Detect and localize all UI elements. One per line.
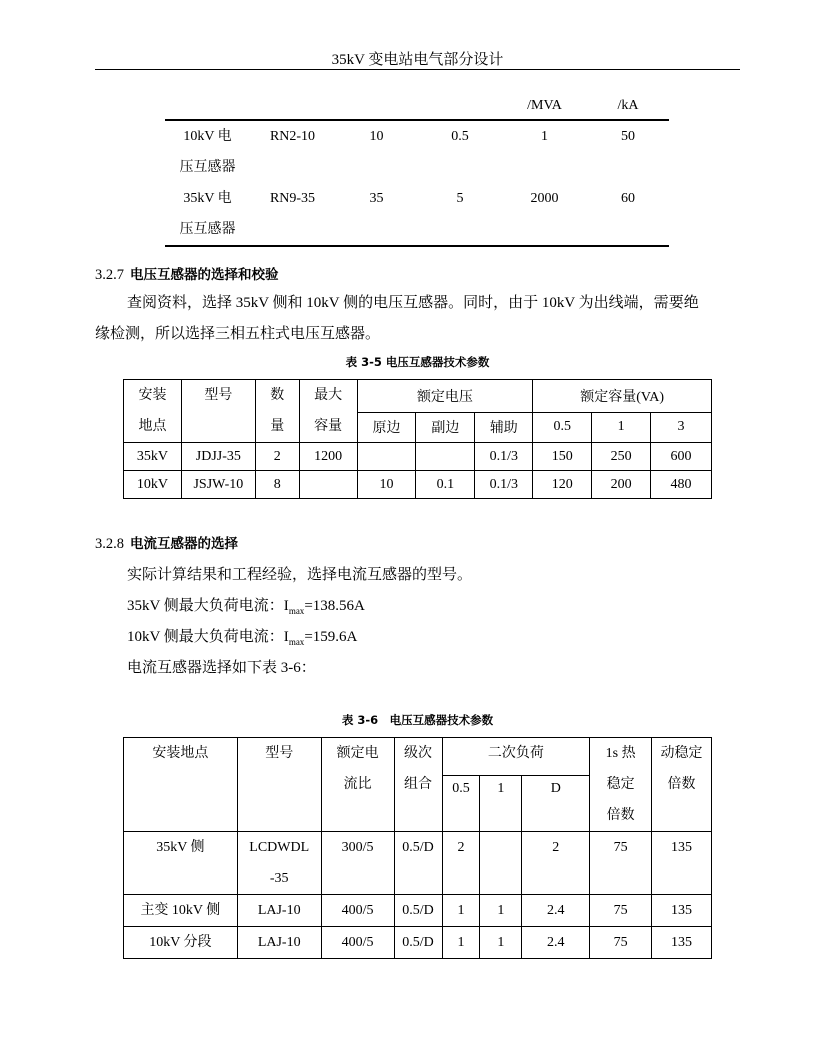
header-model — [181, 380, 255, 443]
header-text: 动稳定 — [660, 746, 703, 761]
row-name-cell — [165, 120, 250, 183]
header-class — [394, 738, 442, 832]
paragraph-line: 电流互感器选择如下表 3-6： — [127, 660, 316, 676]
section-number: 3.2.8 — [95, 536, 124, 552]
header-text: 倍数 — [667, 777, 696, 792]
cell-qty: 2 — [255, 443, 299, 471]
cell-site: 主变 10kV 侧 — [124, 895, 238, 927]
text: =159.6A — [304, 629, 358, 645]
cell-cap-05: 120 — [533, 471, 592, 499]
header-text: 型号 — [204, 388, 233, 403]
cell-load-1 — [480, 832, 522, 895]
row-c4: 0.5 — [451, 129, 469, 144]
cell-model: JDJJ-35 — [181, 443, 255, 471]
header-dynamic — [652, 738, 712, 832]
cell-cap-3: 600 — [651, 443, 712, 471]
paragraph-line: 缘检测，所以选择三相五柱式电压互感器。 — [95, 326, 381, 342]
table-row — [124, 443, 712, 471]
header-cap-1: 1 — [592, 412, 651, 442]
cell-class: 0.5/D — [394, 895, 442, 927]
section-3-2-8-heading — [95, 532, 238, 553]
units-row — [165, 96, 669, 120]
cell-class: 0.5/D — [394, 927, 442, 959]
cell-thermal: 75 — [590, 832, 652, 895]
header-maxcap — [299, 380, 357, 443]
header-text: 量 — [270, 419, 285, 434]
table-row — [124, 471, 712, 499]
section-3-2-7-heading — [95, 263, 279, 284]
header-text: 1s 热 — [605, 746, 636, 761]
row-name-line1: 35kV 电 — [183, 191, 232, 206]
section-title: 电压互感器的选择和校验 — [130, 267, 279, 283]
header-aux: 辅助 — [475, 412, 533, 442]
cell-load-05: 1 — [442, 927, 480, 959]
row-c3: 35 — [369, 191, 384, 206]
header-text: 安装 — [138, 388, 167, 403]
header-ratio — [321, 738, 394, 832]
row-c6: 50 — [621, 129, 635, 144]
cell-cap-3: 480 — [651, 471, 712, 499]
header-rule — [95, 69, 740, 70]
current-35kv-line — [127, 594, 365, 616]
header-primary: 原边 — [357, 412, 416, 442]
table-row — [124, 927, 712, 959]
top-continuation-table — [165, 96, 669, 247]
table-3-5 — [123, 379, 712, 499]
paragraph-line: 查阅资料，选择 35kV 侧和 10kV 侧的电压互感器。同时，由于 10kV 为出线端，需要绝 — [127, 295, 699, 311]
row-c5: 1 — [541, 129, 548, 144]
cell-site: 35kV — [124, 443, 182, 471]
header-cap-05: 0.5 — [533, 412, 592, 442]
row-model: RN2-10 — [269, 129, 316, 144]
cell-load-1: 1 — [480, 895, 522, 927]
cell-class: 0.5/D — [394, 832, 442, 895]
cell-maxcap — [299, 471, 357, 499]
text: 35kV 侧最大负荷电流：I — [127, 598, 289, 614]
header-load-1: 1 — [480, 776, 522, 832]
row-c4: 5 — [456, 191, 464, 206]
header-text: 稳定 — [606, 777, 635, 792]
cell-load-05: 1 — [442, 895, 480, 927]
subscript: max — [288, 606, 305, 616]
current-10kv-line — [127, 625, 357, 647]
header-load-d: D — [522, 776, 590, 832]
row-name-cell — [165, 183, 250, 246]
header-thermal — [590, 738, 652, 832]
cell-aux: 0.1/3 — [475, 443, 533, 471]
cell-load-1: 1 — [480, 927, 522, 959]
cell-aux: 0.1/3 — [475, 471, 533, 499]
header-text: 最大 — [314, 388, 343, 403]
header-row — [124, 380, 712, 413]
cell-primary: 10 — [357, 471, 416, 499]
cell-model: JSJW-10 — [181, 471, 255, 499]
text: =138.56A — [304, 598, 365, 614]
header-load: 二次负荷 — [442, 738, 590, 776]
cell-secondary: 0.1 — [416, 471, 475, 499]
row-c6: 60 — [621, 191, 635, 206]
cell-secondary — [416, 443, 475, 471]
unit-mva: /MVA — [527, 98, 562, 113]
cell-load-d: 2.4 — [522, 927, 590, 959]
header-text: 组合 — [404, 777, 433, 792]
table-3-6-caption: 表 3-6 电压互感器技术参数 — [341, 713, 494, 727]
header-rated-voltage: 额定电压 — [357, 380, 533, 413]
paragraph-line: 实际计算结果和工程经验，选择电流互感器的型号。 — [127, 567, 473, 583]
cell-maxcap: 1200 — [299, 443, 357, 471]
header-secondary: 副边 — [416, 412, 475, 442]
header-model: 型号 — [237, 738, 321, 832]
header-site — [124, 380, 182, 443]
cell-cap-1: 250 — [592, 443, 651, 471]
cell-thermal: 75 — [590, 927, 652, 959]
cell-site: 10kV 分段 — [124, 927, 238, 959]
unit-ka: /kA — [617, 98, 639, 113]
header-text: 容量 — [314, 419, 343, 434]
cell-load-d: 2 — [522, 832, 590, 895]
cell-cap-05: 150 — [533, 443, 592, 471]
table-3-5-caption: 表 3-5 电压互感器技术参数 — [345, 355, 490, 369]
header-qty — [255, 380, 299, 443]
row-c5: 2000 — [530, 191, 559, 206]
cell-load-05: 2 — [442, 832, 480, 895]
header-text: 数 — [270, 388, 285, 403]
row-name-line2: 压互感器 — [179, 160, 236, 175]
header-row — [124, 738, 712, 776]
cell-ratio: 300/5 — [321, 832, 394, 895]
cell-model: LAJ-10 — [237, 895, 321, 927]
page-header-title: 35kV 变电站电气部分设计 — [331, 52, 504, 68]
cell-cap-1: 200 — [592, 471, 651, 499]
cell-load-d: 2.4 — [522, 895, 590, 927]
cell-qty: 8 — [255, 471, 299, 499]
subscript: max — [288, 637, 305, 647]
cell-dynamic: 135 — [652, 895, 712, 927]
section-title: 电流互感器的选择 — [130, 536, 238, 552]
header-text: 倍数 — [606, 808, 635, 823]
cell-thermal: 75 — [590, 895, 652, 927]
cell-model-line1: LCDWDL — [249, 840, 310, 855]
cell-site: 10kV — [124, 471, 182, 499]
row-model: RN9-35 — [269, 191, 316, 206]
cell-primary — [357, 443, 416, 471]
table-row — [165, 120, 669, 183]
cell-model: LAJ-10 — [237, 927, 321, 959]
header-cap-3: 3 — [651, 412, 712, 442]
text: 10kV 侧最大负荷电流：I — [127, 629, 289, 645]
header-text: 地点 — [138, 419, 167, 434]
header-text: 额定电 — [336, 746, 379, 761]
cell-model-line2: -35 — [269, 871, 289, 886]
cell-dynamic: 135 — [652, 832, 712, 895]
table-3-6 — [123, 737, 712, 959]
header-rated-capacity: 额定容量(VA) — [533, 380, 712, 413]
row-c3: 10 — [369, 129, 384, 144]
cell-site: 35kV 侧 — [124, 832, 238, 895]
header-text: 级次 — [404, 746, 433, 761]
section-number: 3.2.7 — [95, 267, 124, 283]
cell-ratio: 400/5 — [321, 895, 394, 927]
header-load-05: 0.5 — [442, 776, 480, 832]
header-text: 流比 — [343, 777, 372, 792]
header-site: 安装地点 — [124, 738, 238, 832]
table-row — [124, 895, 712, 927]
cell-model — [237, 832, 321, 895]
cell-dynamic: 135 — [652, 927, 712, 959]
table-row — [124, 832, 712, 895]
row-name-line2: 压互感器 — [179, 222, 236, 237]
row-name-line1: 10kV 电 — [183, 129, 232, 144]
table-row — [165, 183, 669, 246]
cell-ratio: 400/5 — [321, 927, 394, 959]
